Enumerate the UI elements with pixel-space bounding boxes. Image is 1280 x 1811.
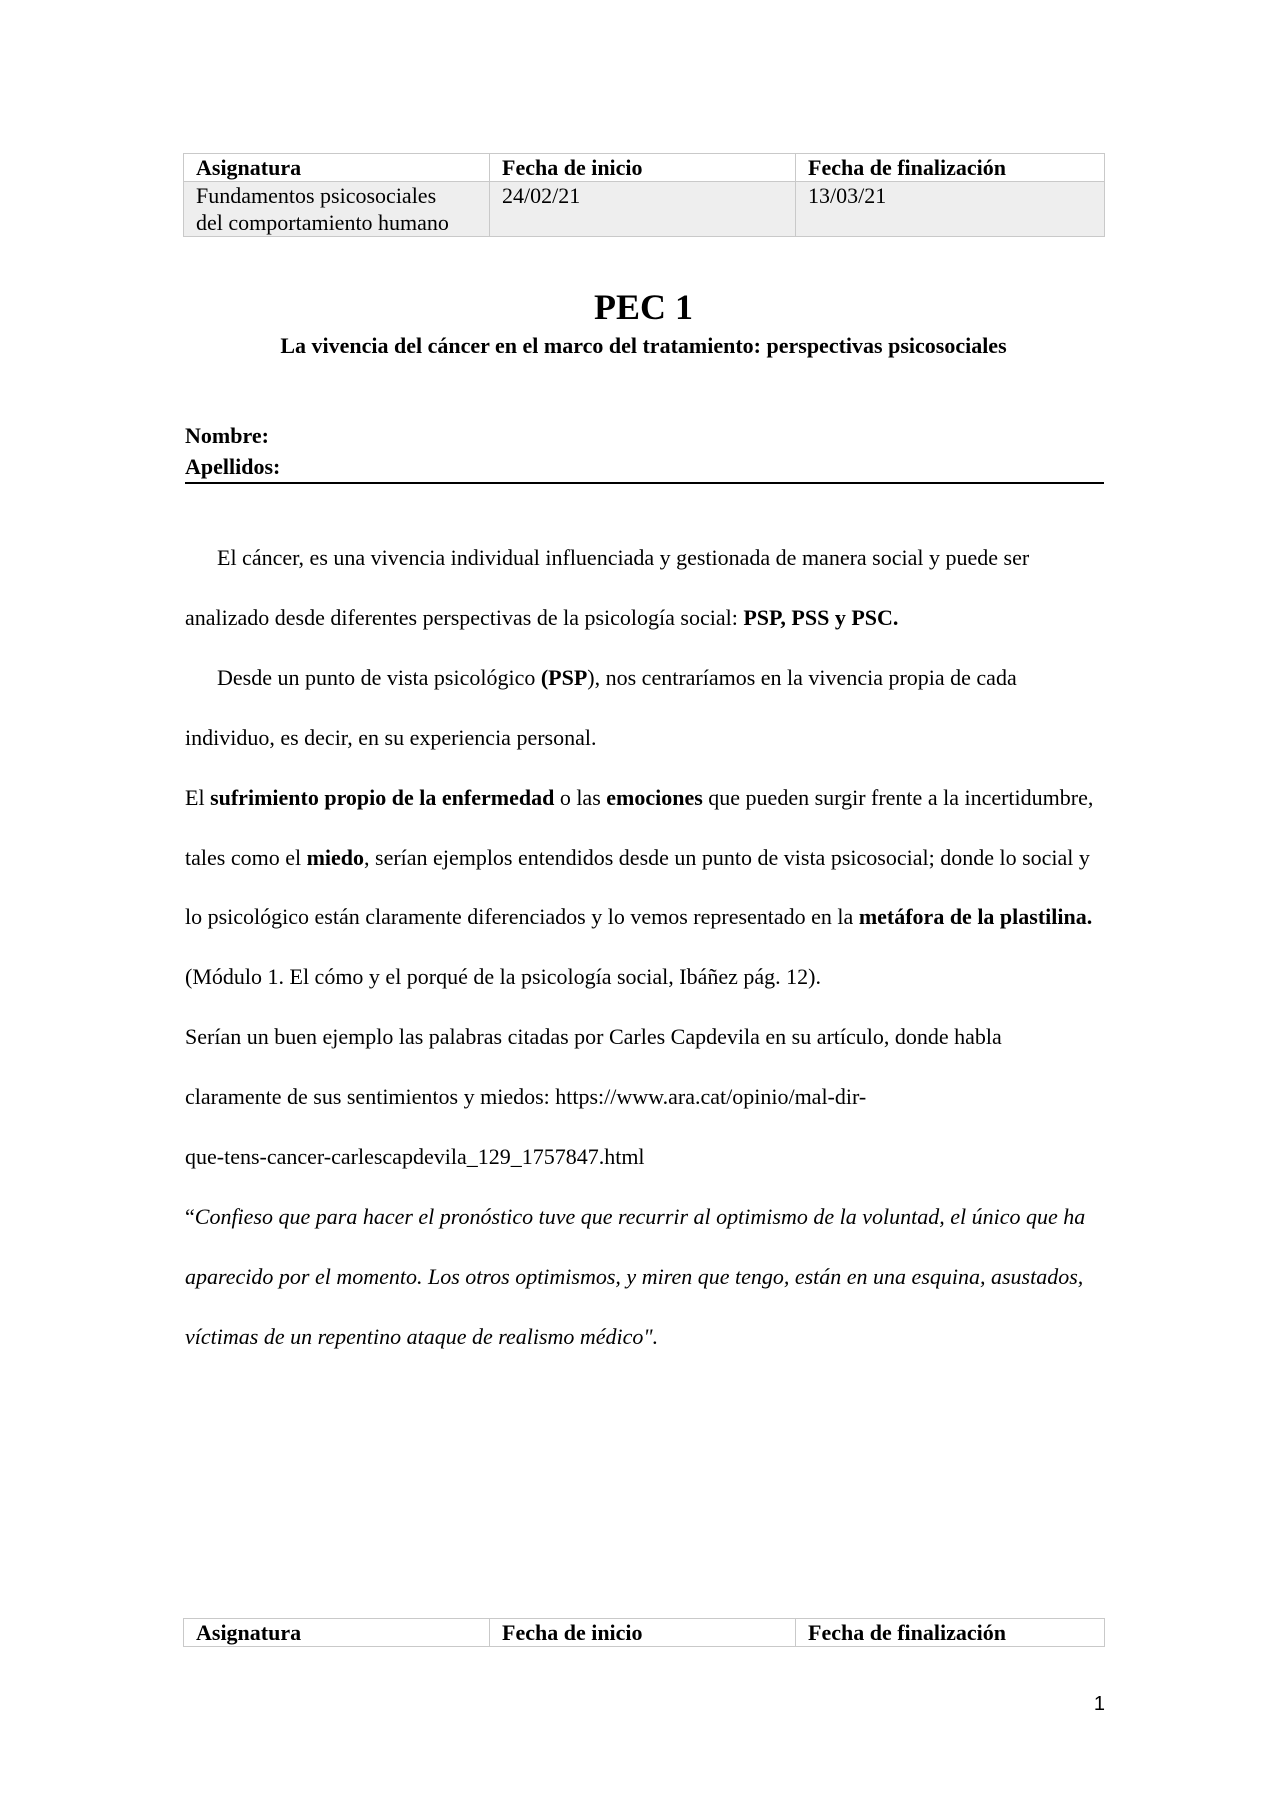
table-header-row <box>184 154 1105 182</box>
p3-bold-1: sufrimiento propio de la enfermedad <box>210 784 555 810</box>
paragraph-4 <box>185 1007 1100 1187</box>
paragraph-3 <box>185 768 1100 1008</box>
student-info <box>185 420 1104 484</box>
page-number: 1 <box>1093 1693 1105 1715</box>
page-title: PEC 1 <box>594 287 693 327</box>
subject-line-2: del comportamiento humano <box>196 210 449 235</box>
p3-text-a: El <box>185 784 211 810</box>
footer-header-start-date: Fecha de inicio <box>490 1619 796 1647</box>
header-end-date: Fecha de finalización <box>796 154 1105 182</box>
paragraph-1 <box>185 528 1100 648</box>
p4-text: Serían un buen ejemplo las palabras citadas por Carles Capdevila en su artículo, donde habla claramente de sus sentimientos y miedos: <box>185 1024 1002 1110</box>
quote-paragraph <box>185 1187 1100 1367</box>
paragraph-2 <box>185 648 1100 768</box>
p2-bold: (PSP <box>540 664 588 690</box>
footer-header-row <box>184 1619 1105 1647</box>
footer-table <box>183 1618 1105 1647</box>
header-start-date: Fecha de inicio <box>490 154 796 182</box>
p3-text-d: , serían ejemplos entendidos desde un punto de vista psicosocial; donde lo social y lo psicológico están claramente diferenciados y lo vemos representado en la <box>185 844 1090 930</box>
p3-text-e: (Módulo 1. El cómo y el porqué de la psicología social, Ibáñez pág. 12). <box>185 964 821 990</box>
p2-text-b: ), nos centraríamos en la vivencia propia de cada individuo, es decir, en su experiencia personal. <box>185 664 1017 750</box>
name-label: Nombre: <box>185 423 269 448</box>
table-row <box>184 182 1105 237</box>
quote-open-mark: “ <box>185 1203 195 1229</box>
p3-text-c: que pueden surgir frente a la incertidumbre, tales como el <box>185 784 1094 870</box>
end-date-cell: 13/03/21 <box>796 182 1105 237</box>
footer-header-subject: Asignatura <box>184 1619 490 1647</box>
quote-text: Confieso que para hacer el pronóstico tuve que recurrir al optimismo de la voluntad, el único que ha aparecido por el momento. Los otros optimismos, y miren que tengo, están en una esquina, asustados, víctimas de un repentino ataque de realismo médico". <box>185 1203 1086 1349</box>
header-subject: Asignatura <box>184 154 490 182</box>
subject-cell <box>184 182 490 237</box>
article-link-part-2[interactable]: que-tens-cancer-carlescapdevila_129_1757847.html <box>185 1144 645 1170</box>
article-link-part-1[interactable]: https://www.ara.cat/opinio/mal-dir- <box>555 1084 867 1110</box>
p3-bold-3: miedo <box>306 844 365 870</box>
footer-header-end-date: Fecha de finalización <box>796 1619 1105 1647</box>
p2-text-a: Desde un punto de vista psicológico <box>217 664 541 690</box>
p1-text: El cáncer, es una vivencia individual influenciada y gestionada de manera social y puede ser analizado desde diferentes perspectivas de la psicología social: <box>185 545 1030 630</box>
course-info-table <box>183 153 1105 237</box>
body-text <box>185 528 1100 1367</box>
surname-label: Apellidos: <box>185 454 281 479</box>
p3-bold-4: metáfora de la plastilina. <box>858 904 1093 930</box>
start-date-cell: 24/02/21 <box>490 182 796 237</box>
p3-bold-2: emociones <box>606 784 703 810</box>
p1-bold: PSP, PSS y PSC. <box>743 604 899 630</box>
p3-text-b: o las <box>554 784 607 810</box>
page-subtitle: La vivencia del cáncer en el marco del tratamiento: perspectivas psicosociales <box>280 333 1007 358</box>
subject-line-1: Fundamentos psicosociales <box>196 183 437 208</box>
